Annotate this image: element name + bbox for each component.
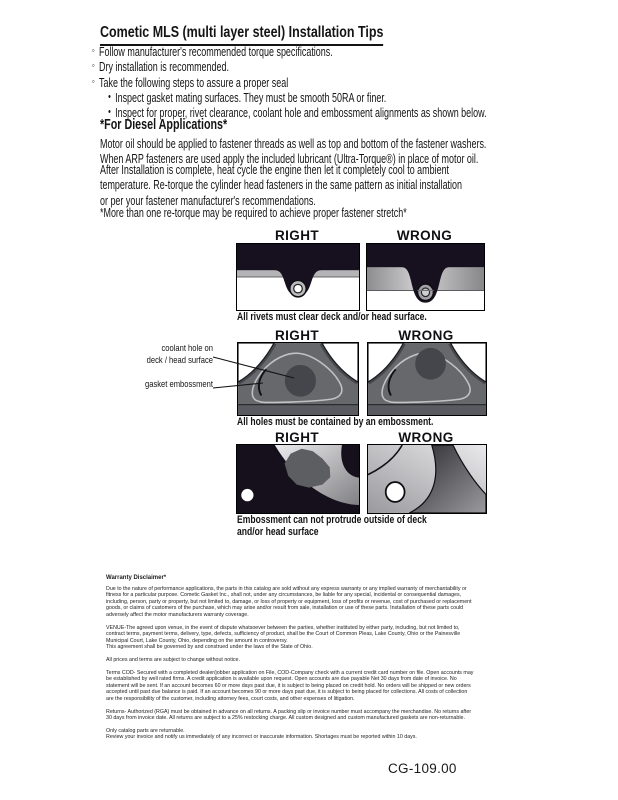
- circle-bullet-icon: ◦: [92, 75, 95, 88]
- text-line: After Installation is complete, heat cycle the engine then let it completely cool to ambient: [100, 162, 450, 177]
- text-line: are the responsibility of the customer, including attorney fees, court costs, and other expenses of litigation.: [106, 695, 355, 702]
- text-line: Review your invoice and notify us immediately of any incorrect or inaccurate information. Shortages must be reported within 10 days.: [106, 734, 417, 741]
- warranty-paragraph: [106, 709, 473, 722]
- text-line: adversely affect the motor manufacturers warranty coverage.: [106, 611, 249, 618]
- wrong-label: WRONG: [398, 328, 454, 343]
- text-line: When ARP fasteners are used apply the included lubricant (Ultra-Torque®) in place of motor oil.: [100, 151, 479, 167]
- text-line: goods, or claims of customers of the purchase, which may arise and/or result from sale, installation or use of these parts. Installation of these parts could: [106, 605, 464, 612]
- right-label: RIGHT: [275, 328, 319, 343]
- warranty-paragraph: [106, 625, 473, 651]
- row2-caption: All holes must be contained by an embossment.: [237, 416, 434, 428]
- list-item-text: Dry installation is recommended.: [99, 59, 229, 75]
- text-line: temperature. Re-torque the cylinder head fasteners in the same pattern as initial installation: [100, 177, 462, 193]
- list-item: [92, 59, 487, 74]
- annotation-line-text: coolant hole on: [161, 343, 213, 354]
- page-code: CG-109.00: [388, 761, 457, 776]
- page-title-text: Cometic MLS (multi layer steel) Installation Tips: [100, 24, 383, 46]
- circle-bullet-icon: ◦: [92, 45, 95, 57]
- text-line: statement will be sent. If an account becomes 60 or more days past due, it is subject to being placed on credit hold. No orders will be shipped or new orders: [106, 682, 471, 689]
- page-title: [100, 24, 383, 46]
- diagram-rivet-wrong: [366, 243, 485, 311]
- text-line: Returns- Authorized (RGA) must be obtained in advance on all returns. A packing slip or invoice number must accompany the merchandise. No returns after: [106, 708, 472, 715]
- text-line: including, person, party or property, but not limited to, damage, or loss of property or equipment, loss of profits or revenue, cost of purchased or replacement: [106, 598, 472, 605]
- text-line: contract terms, payment terms, delivery, type, defects, sufficiency of product, shall be the Court of Common Pleas, Lake County, Ohio or the Painesville: [106, 631, 461, 638]
- warranty-paragraph: [106, 728, 473, 741]
- row1-caption: All rivets must clear deck and/or head surface.: [237, 311, 427, 323]
- diagram-deck-right: [236, 444, 360, 514]
- warranty-paragraph: [106, 657, 473, 664]
- warranty-paragraph: [106, 586, 473, 619]
- diagram-rivet-right: [236, 243, 360, 311]
- list-item-text: Inspect gasket mating surfaces. They must be smooth 50RA or finer.: [115, 89, 387, 105]
- wrong-label: WRONG: [398, 430, 454, 445]
- text-line: Only catalog parts are returnable.: [106, 727, 185, 734]
- diesel-paragraph-2: [100, 162, 462, 208]
- diagram-deck-wrong: [367, 444, 487, 514]
- list-item: [92, 90, 487, 105]
- text-line: Motor oil should be applied to fastener threads as well as top and bottom of the fastener washers.: [100, 136, 487, 151]
- text-line: Municipal Court, Lake County, Ohio, depending on the amount in controversy.: [106, 637, 288, 644]
- warranty-section: [106, 575, 473, 747]
- text-line: This agreement shall be governed by and construed under the laws of the State of Ohio.: [106, 644, 313, 651]
- right-label: RIGHT: [275, 430, 319, 445]
- dot-bullet-icon: •: [108, 90, 111, 103]
- wrong-label: WRONG: [396, 228, 453, 243]
- text-line: fitness for a particular purpose. Cometic Gasket Inc., shall not, under any circumstances, be liable for any special, incidental or consequential damages,: [106, 592, 462, 599]
- text-line: accepted until past due balance is paid. If an account becomes 90 or more days past due, it is subject to being placed for collections. All costs of collection: [106, 689, 468, 696]
- text-line: All prices and terms are subject to change without notice.: [106, 656, 240, 663]
- row3-caption-line2: and/or head surface: [237, 526, 319, 538]
- diesel-heading: *For Diesel Applications*: [100, 117, 228, 133]
- text-line: VENUE-The agreed upon venue, in the event of dispute whatsoever between the parties, whether instituted by either party, including, but not limited to,: [106, 624, 460, 631]
- gasket-embossment-annotation: gasket embossment: [144, 379, 213, 390]
- row3-caption-line1: Embossment can not protrude outside of deck: [237, 514, 427, 526]
- text-line: or per your fastener manufacturer's recommendations.: [100, 192, 316, 208]
- text-line: 30 days from invoice date. All returns are subject to a 25% restocking charge. All custom designed and custom manufactured gaskets are non-returnable.: [106, 715, 465, 722]
- list-item-text: Take the following steps to assure a proper seal: [99, 74, 289, 90]
- circle-bullet-icon: ◦: [92, 60, 95, 73]
- list-item: [92, 44, 487, 59]
- warranty-heading: Warranty Disclaimer*: [106, 575, 167, 581]
- retorque-note: *More than one re-torque may be required to achieve proper fastener stretch*: [100, 205, 407, 220]
- list-item-text: Inspect for proper, rivet clearance, coolant hole and embossment alignments as shown below.: [115, 105, 487, 121]
- right-label: RIGHT: [275, 228, 319, 243]
- text-line: Due to the nature of performance applications, the parts in this catalog are sold without any express warranty or any implied warranty of merchantability or: [106, 585, 467, 592]
- text-line: be established by well rated firms. A credit application is available upon request. Open accounts are due payable Net 30 days from date of invoice. No: [106, 676, 457, 683]
- list-item-text: Follow manufacturer's recommended torque specifications.: [99, 44, 333, 59]
- dot-bullet-icon: •: [108, 106, 111, 119]
- warranty-paragraph: [106, 670, 473, 703]
- list-item: [92, 75, 487, 90]
- annotation-line-text: deck / head surface: [146, 354, 213, 366]
- text-line: Terms COD- Secured with a completed dealer/jobber application on File, COD-Company check with a current credit card number on file. Open accounts may: [106, 669, 474, 676]
- tips-list: [92, 44, 487, 120]
